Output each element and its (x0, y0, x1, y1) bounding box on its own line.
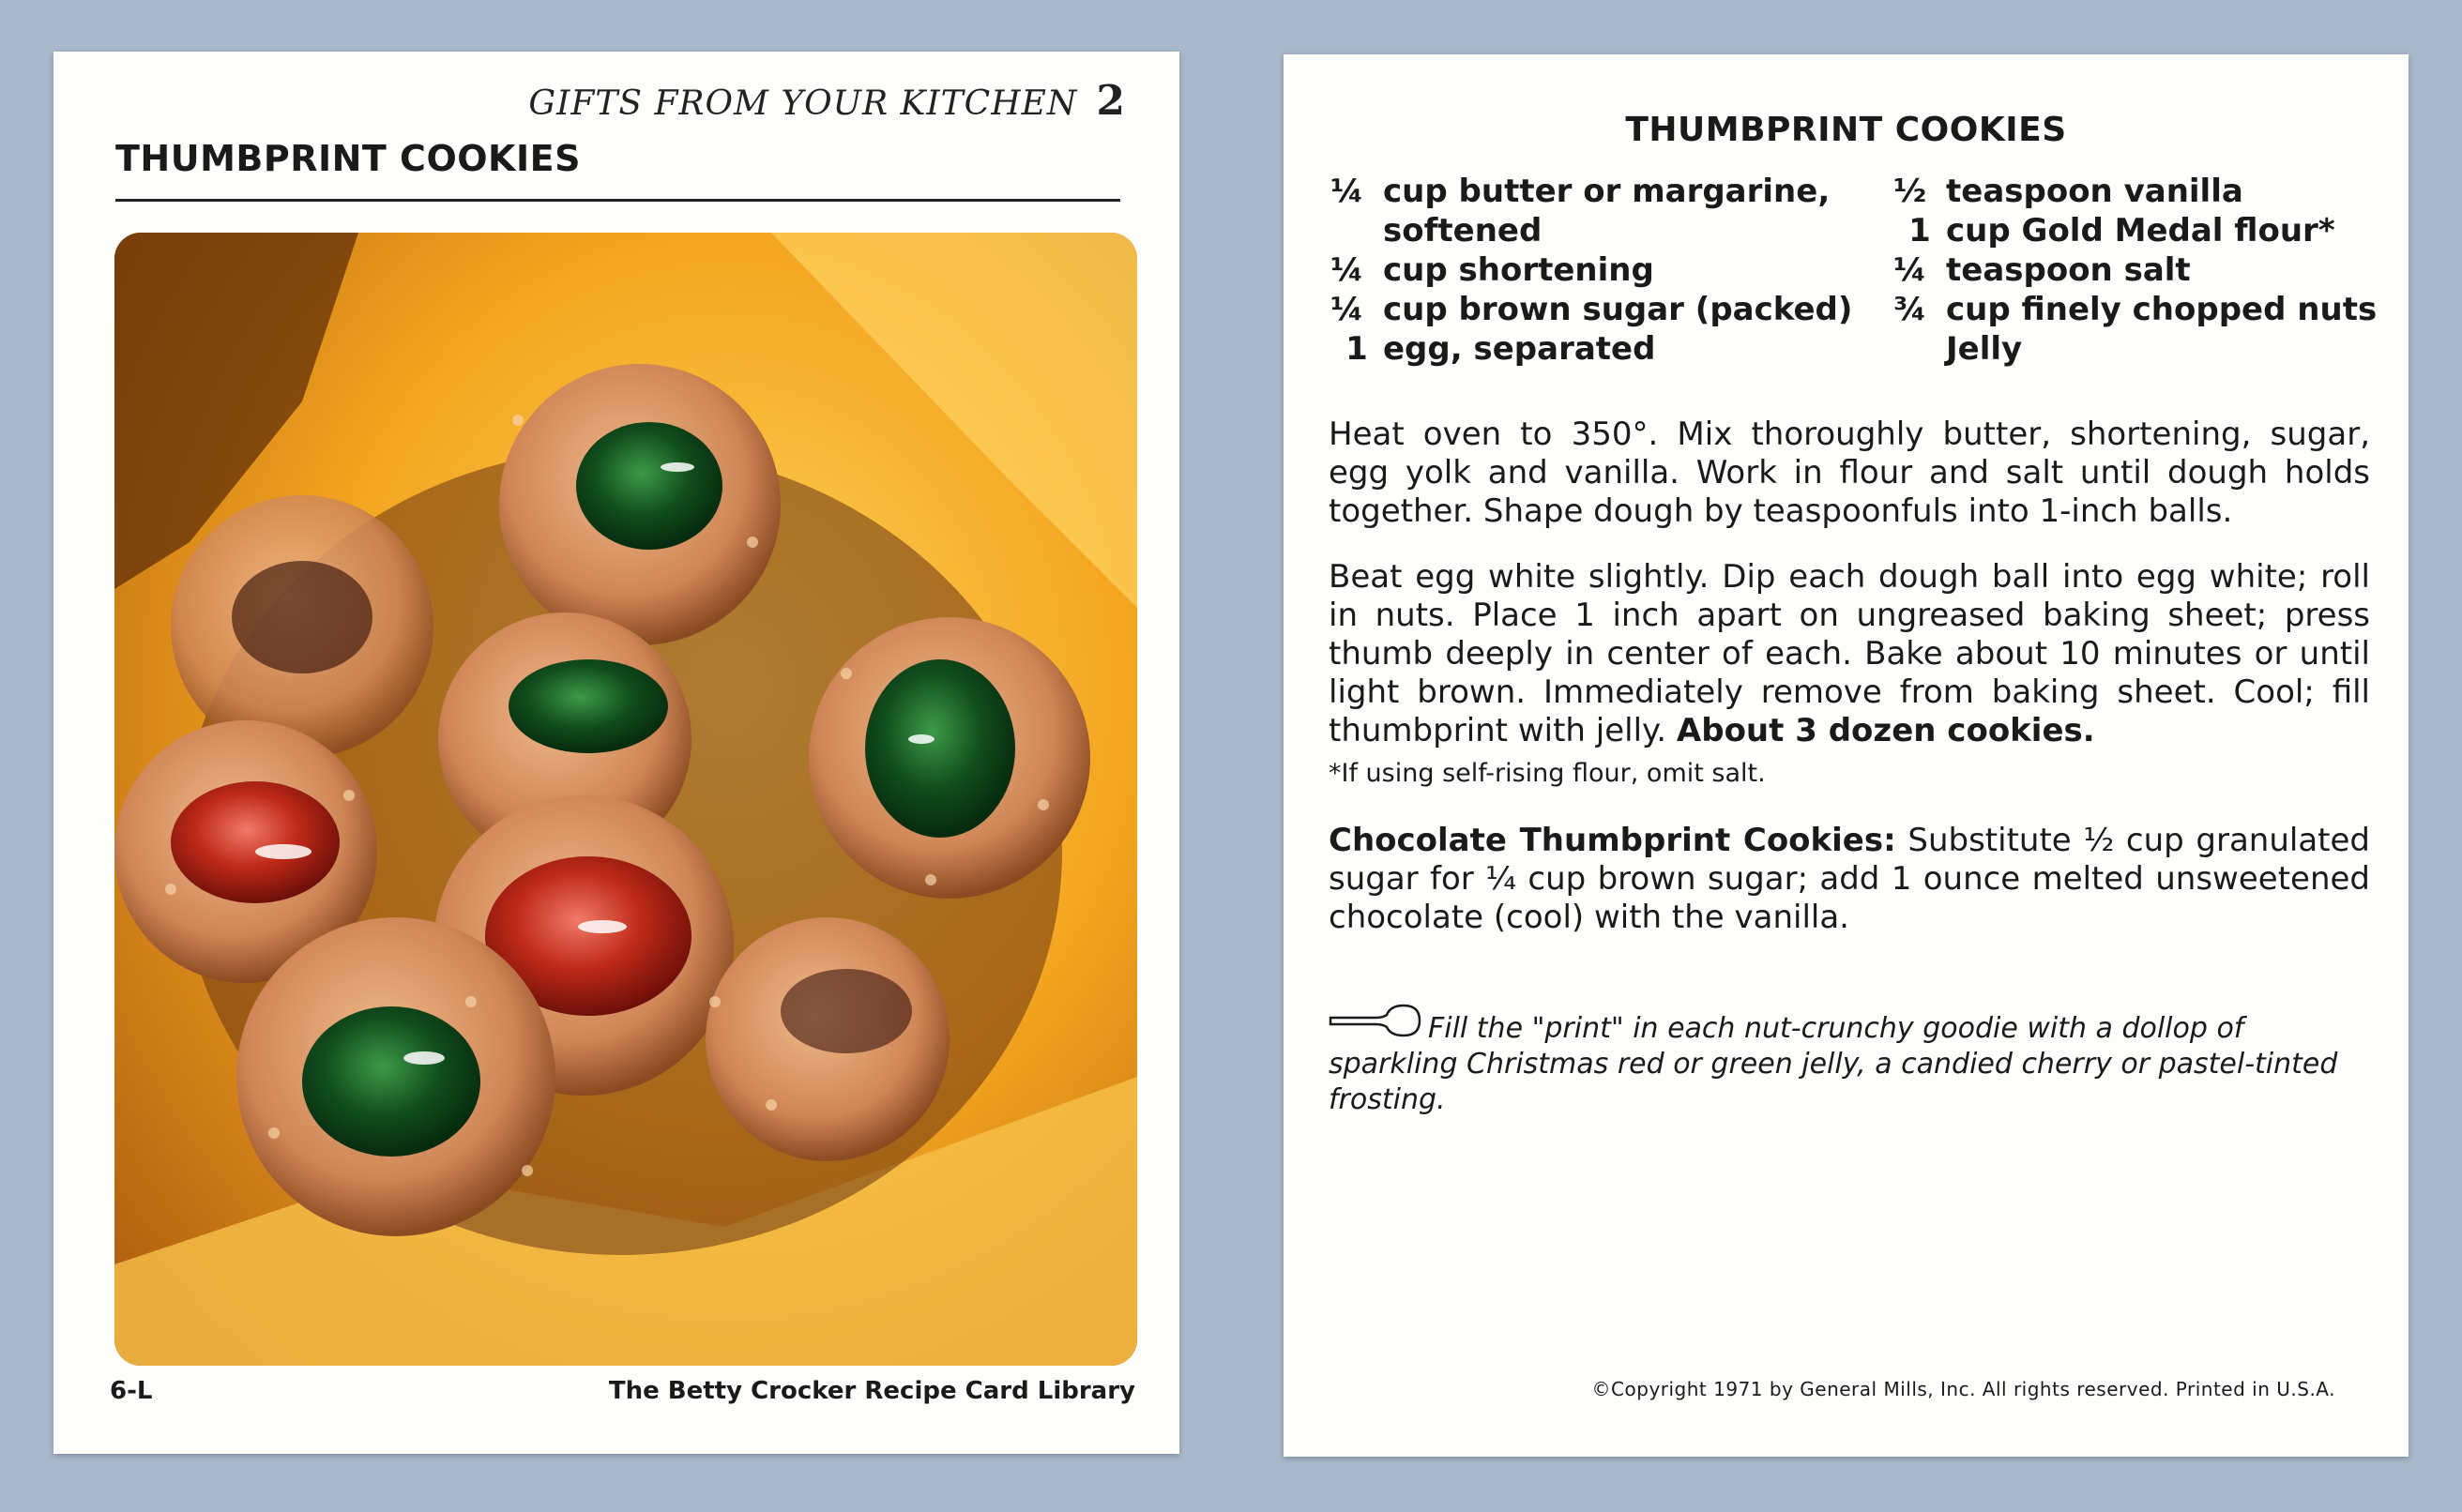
ingredient-text: teaspoon salt (1946, 251, 2191, 289)
serving-tip (1329, 1002, 2370, 1118)
recipe-card-front (53, 52, 1179, 1454)
ingredient-qty: 1 (1908, 212, 1931, 249)
ingredient-item (1330, 329, 1856, 369)
spoon-icon (1329, 1002, 1422, 1043)
ingredient-item (1330, 290, 1856, 329)
cookie-photo (114, 233, 1137, 1366)
instructions-step-2 (1329, 558, 2370, 750)
ingredient-text: teaspoon vanilla (1946, 173, 2243, 210)
ingredient-item (1330, 250, 1856, 290)
copyright-notice: ©Copyright 1971 by General Mills, Inc. All rights reserved. Printed in U.S.A. (1591, 1378, 2335, 1400)
ingredient-text: cup finely chopped nuts (1946, 291, 2378, 328)
serving-tip-text: Fill the "print" in each nut-crunchy goodie with a dollop of sparkling Christmas red or green jelly, a candied cherry or pastel-tinted frosting. (1329, 1012, 2338, 1116)
ingredient-item (1893, 172, 2381, 211)
ingredient-qty: 1 (1345, 330, 1368, 368)
ingredients-left-column (1330, 172, 1856, 369)
ingredient-qty: ¾ (1893, 291, 1927, 328)
recipe-card-back (1284, 54, 2409, 1457)
ingredient-qty: ¼ (1330, 251, 1364, 289)
ingredients-right-column (1893, 172, 2381, 369)
ingredient-qty: ½ (1893, 173, 1927, 210)
library-name: The Betty Crocker Recipe Card Library (608, 1377, 1135, 1405)
cookie-photo-illustration (114, 233, 1137, 1366)
ingredient-qty: ¼ (1893, 251, 1927, 289)
recipe-title: THUMBPRINT COOKIES (1625, 111, 2067, 149)
variation-text: Substitute ½ cup granulated sugar for ¼ cup brown sugar; add 1 ounce melted unsweetened chocolate (cool) with the vanilla. (1329, 822, 2371, 936)
ingredient-text: egg, separated (1383, 330, 1656, 368)
flour-footnote: *If using self-rising flour, omit salt. (1329, 759, 1766, 788)
ingredient-text: cup Gold Medal flour* (1946, 212, 2335, 249)
section-header (528, 77, 1126, 125)
ingredient-text: cup brown sugar (packed) (1383, 291, 1853, 328)
title-divider (115, 199, 1120, 202)
section-number: 2 (1096, 77, 1126, 125)
ingredient-qty (1893, 329, 1946, 369)
ingredient-item (1893, 250, 2381, 290)
section-header-text: GIFTS FROM YOUR KITCHEN (528, 84, 1078, 123)
variation-title: Chocolate Thumbprint Cookies: (1329, 822, 1896, 859)
ingredient-text: cup butter or margarine, softened (1383, 173, 1831, 249)
chocolate-variation (1329, 822, 2370, 937)
card-code: 6-L (110, 1377, 153, 1405)
instructions-step-1: Heat oven to 350°. Mix thoroughly butter, shortening, sugar, egg yolk and vanilla. Work in flour and salt until dough holds together. Shape dough by teaspoonfuls into 1-inch balls. (1329, 416, 2370, 530)
ingredient-item (1893, 290, 2381, 329)
ingredient-qty: ¼ (1330, 291, 1364, 328)
card-title: THUMBPRINT COOKIES (115, 138, 581, 179)
instructions-step-2-text: Beat egg white slightly. Dip each dough ball into egg white; roll in nuts. Place 1 inch apart on ungreased baking sheet; press thumb deeply in center of each. Bake about 10 minutes or until light brown. Immediately remove from baking sheet. Cool; fill thumbprint with jelly. (1329, 558, 2370, 749)
ingredient-text: cup shortening (1383, 251, 1654, 289)
ingredient-item (1330, 172, 1856, 250)
ingredient-qty: ¼ (1330, 173, 1364, 210)
recipe-yield: About 3 dozen cookies. (1676, 712, 2095, 749)
ingredient-item (1893, 211, 2381, 250)
ingredient-item (1893, 329, 2381, 369)
ingredient-text: Jelly (1946, 330, 2023, 368)
